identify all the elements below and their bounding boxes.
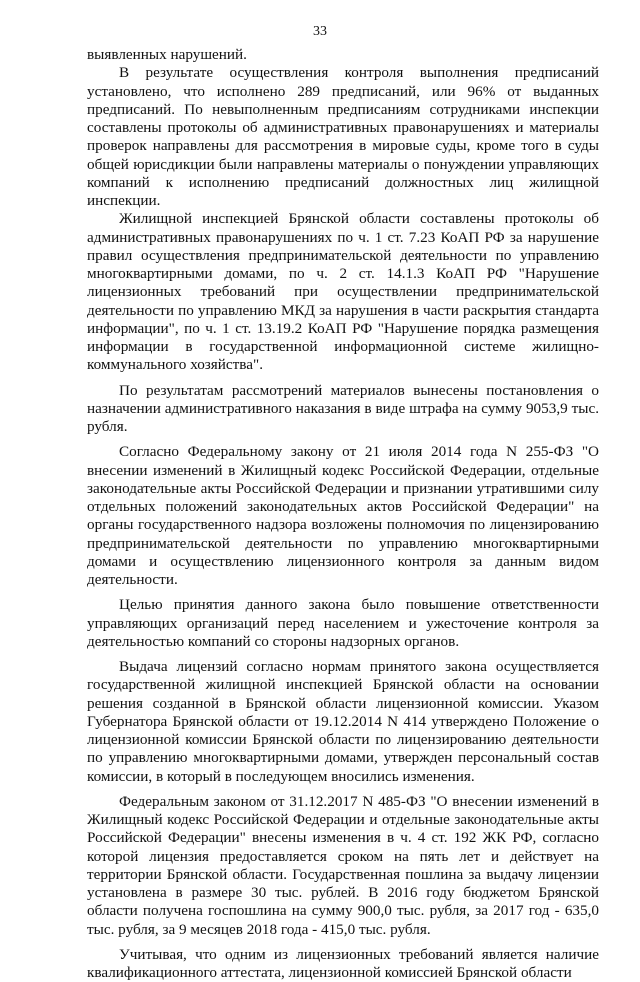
paragraph-fines: По результатам рассмотрений материалов вынесены постановления о назначении административного наказания в виде штрафа на сумму 9053,9 тыс. рубля. bbox=[87, 381, 599, 435]
paragraph-continuation: выявленных нарушений. bbox=[87, 46, 247, 63]
paragraph-federal-law-255: Согласно Федеральному закону от 21 июля 2014 года N 255-ФЗ "О внесении изменений в Жилищный кодекс Российской Федерации, отдельные законодательные акты Российской Федерации и признании утратившими силу отдельных положений законодательных актов Российской Федерации" на органы государственного надзора возложены полномочия по лицензированию предпринимательской деятельности по управлению многоквартирными домами и осуществлению лицензионного контроля за данным видом деятельности. bbox=[87, 443, 599, 588]
paragraph-law-purpose: Целью принятия данного закона было повышение ответственности управляющих организаций перед населением и ужесточение контроля за деятельностью компаний со стороны надзорных органов. bbox=[87, 596, 599, 650]
paragraph-license-issuance: Выдача лицензий согласно нормам принятого закона осуществляется государственной жилищной инспекцией Брянской области на основании решения созданной в Брянской области лицензионной комиссии. Указом Губернатора Брянской области от 19.12.2014 N 414 утверждено Положение о лицензионной комиссии Брянской области по лицензированию деятельности по управлению многоквартирными домами, утвержден персональный состав комиссии, в который в последующем вносились изменения. bbox=[87, 658, 599, 785]
paragraph-qualification-certificate: Учитывая, что одним из лицензионных требований является наличие квалификационного аттестата, лицензионной комиссией Брянской области bbox=[87, 945, 599, 981]
document-body bbox=[87, 46, 599, 982]
paragraph-federal-law-485: Федеральным законом от 31.12.2017 N 485-ФЗ "О внесении изменений в Жилищный кодекс Российской Федерации и отдельные законодательные акты Российской Федерации" внесены изменения в ч. 4 ст. 192 ЖК РФ, согласно которой лицензия предоставляется сроком на пять лет и действует на территории Брянской области. Государственная пошлина за выдачу лицензии установлена в размере 30 тыс. рублей. В 2016 году бюджетом Брянской области получена госпошлина на сумму 900,0 тыс. рубля, за 2017 год - 635,0 тыс. рубля, за 9 месяцев 2018 года - 415,0 тыс. рубля. bbox=[87, 792, 599, 938]
page-number: 33 bbox=[313, 24, 327, 39]
paragraph-prescriptions-control: В результате осуществления контроля выполнения предписаний установлено, что исполнено 289 предписаний, или 96% от выданных предписаний. По невыполненным предписаниям сотрудниками инспекции составлены протоколы об административных правонарушениях и материалы проверок направлены для рассмотрения в мировые суды, кроме того в суды общей юрисдикции были направлены материалы о понуждении управляющих компаний к исполнению предписаний должностных лиц жилищной инспекции. bbox=[87, 64, 599, 209]
paragraph-administrative-protocols: Жилищной инспекцией Брянской области составлены протоколы об административных правонарушениях по ч. 1 ст. 7.23 КоАП РФ за нарушение правил осуществления предпринимательской деятельности по управлению многоквартирными домами, по ч. 2 ст. 14.1.3 КоАП РФ "Нарушение лицензионных требований при осуществлении предпринимательской деятельности по управлению МКД за нарушения в части раскрытия стандарта информации", по ч. 1 ст. 13.19.2 КоАП РФ "Нарушение порядка размещения информации в государственной информационной системе жилищно-коммунального хозяйства". bbox=[87, 210, 599, 374]
